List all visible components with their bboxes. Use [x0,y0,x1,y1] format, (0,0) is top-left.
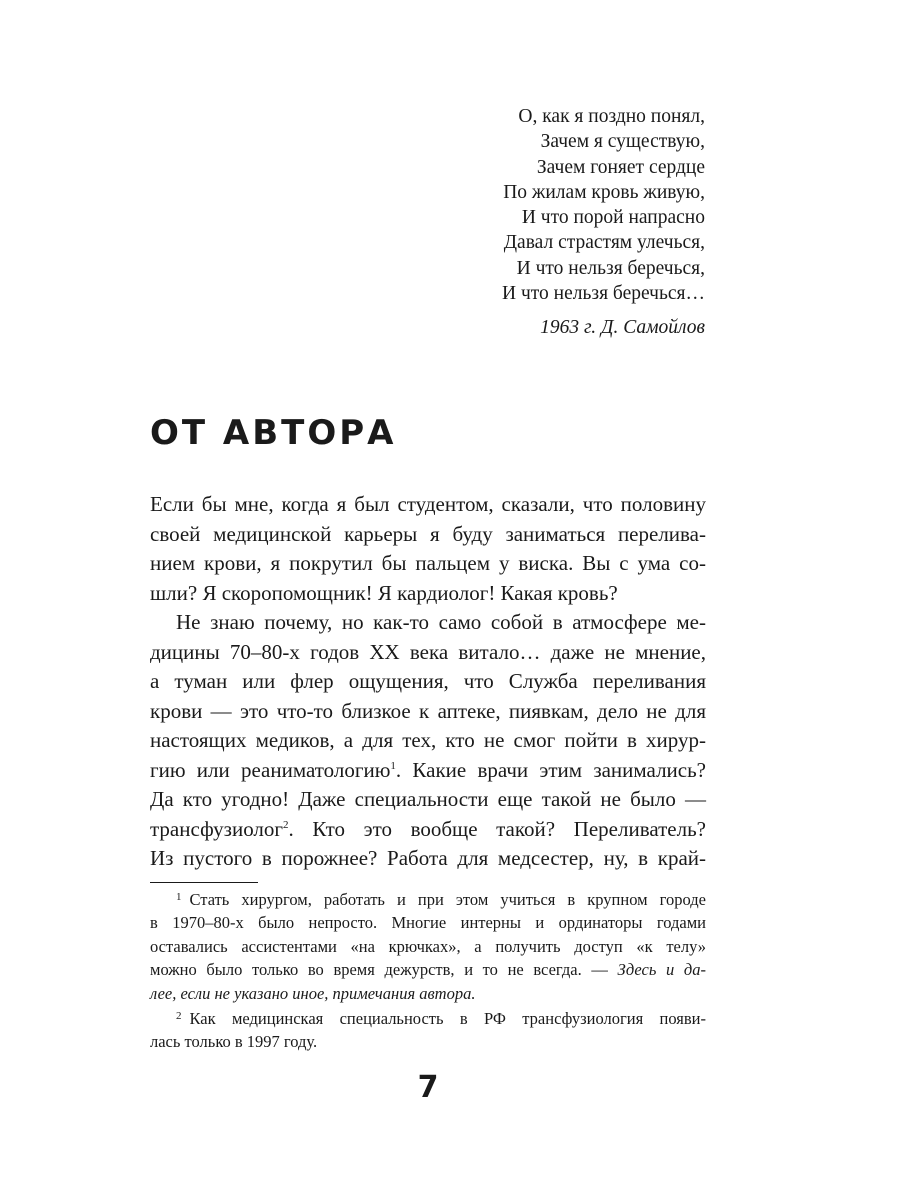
footnote-line: лась только в 1997 году. [150,1032,318,1052]
footnote-line: в 1970–80-х было непросто. Многие интерны и ординаторы годами [150,913,706,933]
body-text-fragment: . Кто это вообще такой? Переливатель? [288,816,706,841]
footnote-italic-text: Здесь и да- [617,960,707,980]
footnote-text: Как медицинская специальность в РФ трансфузиология появи- [189,1009,706,1029]
body-line [150,756,706,786]
epigraph-line: Зачем гоняет сердце [536,156,705,178]
epigraph-line: И что нельзя беречься… [502,283,705,305]
footnote-line [150,1005,706,1030]
footnote-ref-2[interactable]: 2 [283,818,289,831]
epigraph-line: О, как я поздно понял, [518,106,705,127]
body-line: Из пустого в порожнее? Работа для медсестер, ну, в край- [150,846,706,870]
body-line: дицины 70–80-х годов XX века витало… даже не мнение, [150,639,706,664]
body-text-fragment: трансфузиолог [150,816,284,841]
chapter-heading: ОТ АВТОРА [150,413,397,453]
footnote-text: Стать хирургом, работать и при этом учиться в крупном городе [189,890,706,909]
body-text-fragment: . Какие врачи этим занимались? [395,757,706,782]
body-line: а туман или флер ощущения, что Служба переливания [150,669,706,693]
body-line: шли? Я скоропомощник! Я кардиолог! Какая кровь? [150,580,618,605]
epigraph-line: Давал страстям улечься, [503,232,705,254]
footnote-line [150,886,706,911]
epigraph-attribution: 1963 г. Д. Самойлов [540,317,705,339]
footnote-italic-text: лее, если не указано иное, примечания автора. [150,983,476,1003]
body-line: Не знаю почему, но как-то само собой в атмосфере ме- [176,610,706,634]
body-text-fragment: гию или реаниматологию [150,757,391,782]
footnote-number-1: 1 [176,891,182,903]
footnotes [150,886,706,1054]
footnote-text: можно было только во время дежурств, и то не всегда. — [150,960,618,980]
epigraph-line: И что нельзя беречься, [516,257,705,279]
footnote-line: оставались ассистентами «на крючках», а получить доступ «к телу» [150,936,706,956]
footnote-line [150,982,706,1005]
epigraph [502,104,705,341]
body-line: крови — это что-то близкое к аптеке, пиявкам, дело не для [150,698,706,723]
footnote-number-2: 2 [176,1010,182,1023]
page-number: 7 [417,1070,439,1105]
body-line: Если бы мне, когда я был студентом, сказали, что половину [150,492,706,516]
body-line [150,815,706,845]
footnote-ref-1[interactable]: 1 [390,759,396,772]
body-line: настоящих медиков, а для тех, кто не смог пойти в хирур- [150,728,706,752]
epigraph-line: Зачем я существую, [540,131,705,153]
body-line: своей медицинской карьеры я буду заниматься перелива- [150,521,706,546]
footnote-divider [150,882,258,883]
body-line: Да кто угодно! Даже специальности еще такой не было — [150,787,706,811]
footnote-line [150,958,706,981]
epigraph-line: И что порой напрасно [521,207,705,229]
body-line: нием крови, я покрутил бы пальцем у виска. Вы с ума со- [150,551,706,575]
epigraph-line: По жилам кровь живую, [503,181,705,203]
body-text [150,490,706,874]
